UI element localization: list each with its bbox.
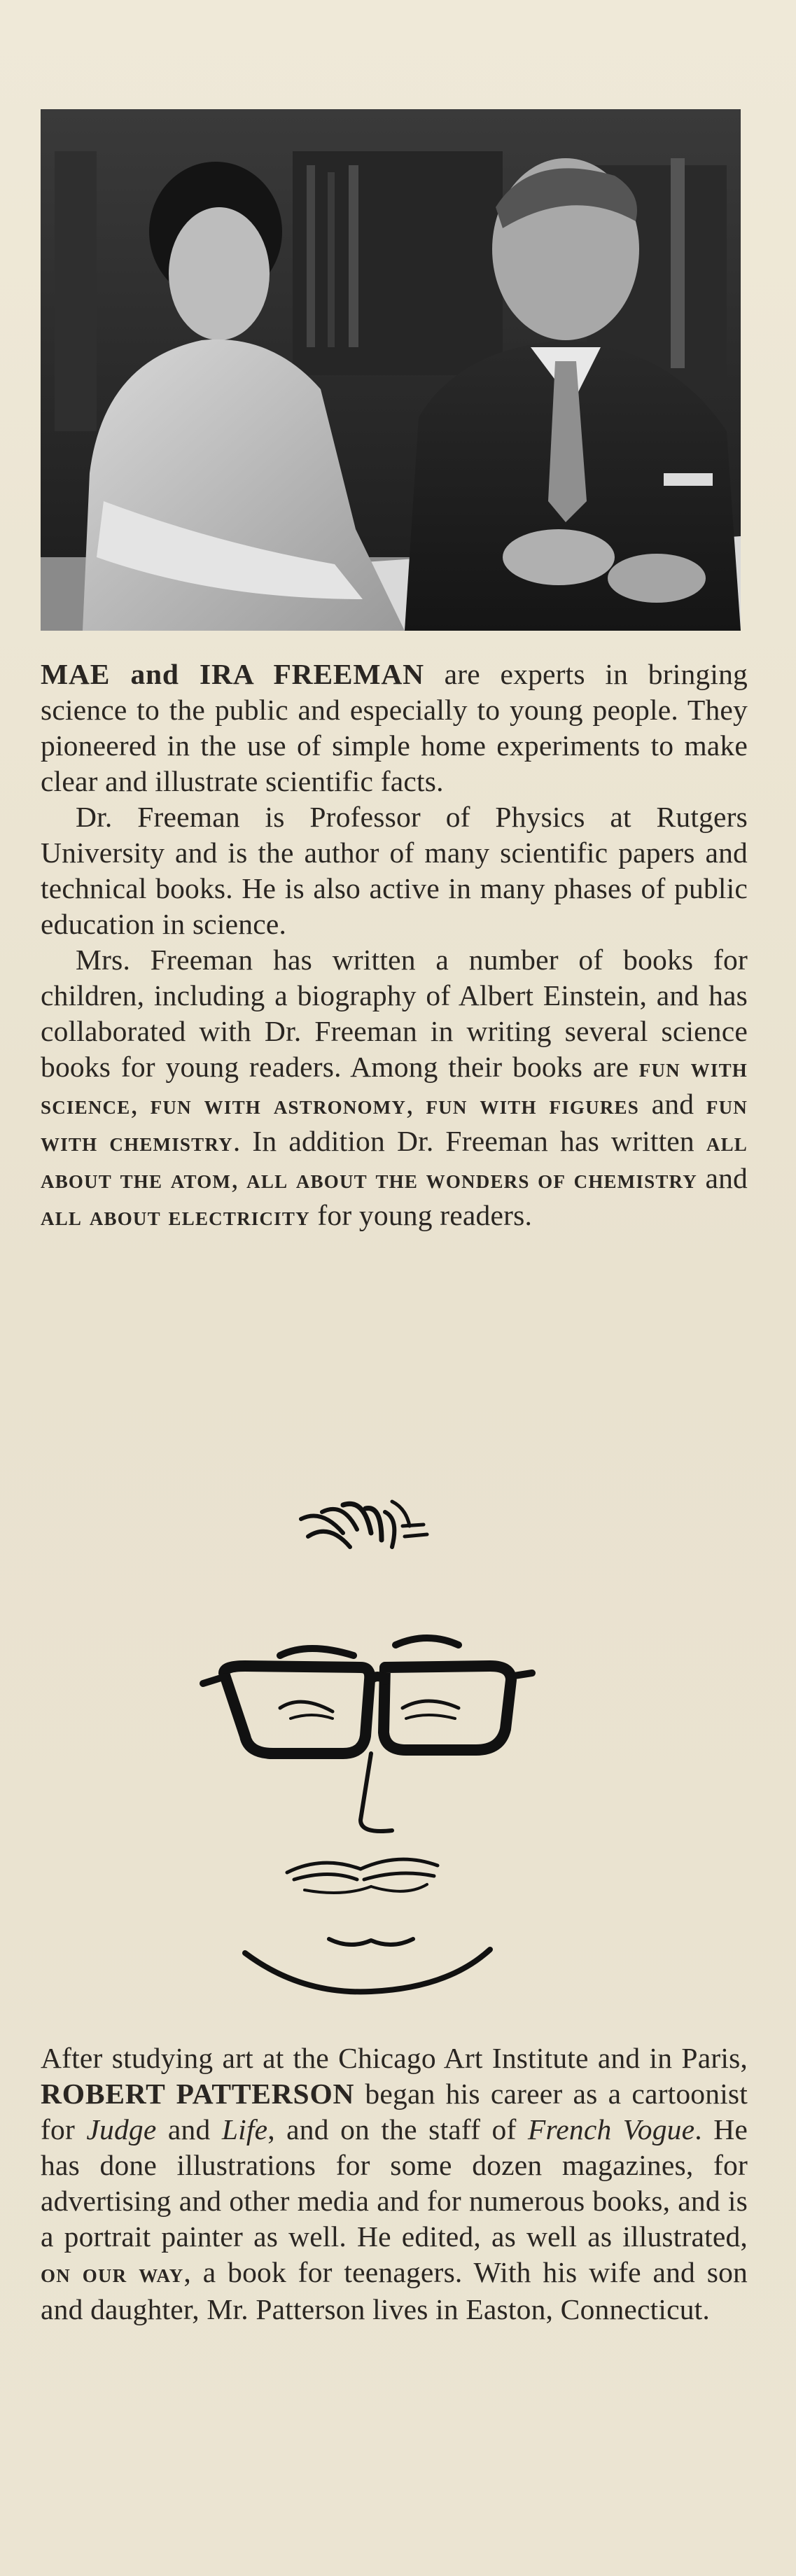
patterson-text-c: and [156, 2113, 222, 2146]
freeman-p1-text: are experts in bringing science to the public and especially to young people. They pioneered in the use of simple home experiments to make clear and illustrate scientific facts. [41, 658, 748, 797]
conjunction: and [638, 1088, 706, 1120]
patterson-caricature [182, 1442, 560, 2002]
freeman-paragraph-1 [41, 657, 748, 799]
freeman-p3-text-c: for young readers. [309, 1199, 533, 1231]
magazine-french-vogue: French Vogue [527, 2113, 695, 2146]
book-title-all-about-electricity: all about electricity [41, 1202, 310, 1231]
magazine-life: Life [221, 2113, 268, 2146]
patterson-paragraph [41, 2040, 748, 2328]
freeman-photo [41, 109, 741, 631]
book-title-on-our-way: on our way [41, 2259, 184, 2288]
book-title-fun-with-chemistry: fun with chemistry [41, 1091, 748, 1157]
book-title-all-about-the-atom: all about the atom [41, 1128, 748, 1194]
separator: , [130, 1088, 151, 1120]
freeman-p3-text-a: Mrs. Freeman has written a number of books for children, including a biography of Albert Einstein, and has collaborated with Dr. Freeman in writing several science books for young readers. Among their books are [41, 944, 748, 1083]
patterson-text-f: , a book for teenagers. With his wife and son and daughter, Mr. Patterson lives in Easton, Connecticut. [41, 2256, 748, 2325]
magazine-judge: Judge [86, 2113, 157, 2146]
patterson-name: ROBERT PATTERSON [41, 2078, 355, 2110]
freeman-bio [41, 657, 748, 1235]
conjunction: and [697, 1162, 748, 1194]
patterson-text-b: began his career as a cartoonist for [41, 2078, 748, 2146]
freeman-p3-text-b: . In addition Dr. Freeman has written [232, 1125, 706, 1157]
book-title-fun-with-figures: fun with figures [426, 1091, 639, 1120]
patterson-text-a: After studying art at the Chicago Art Institute and in Paris, [41, 2042, 748, 2074]
separator: , [231, 1162, 247, 1194]
book-title-fun-with-astronomy: fun with astronomy [150, 1091, 407, 1120]
patterson-bio [41, 2040, 748, 2328]
photo-image [41, 109, 741, 631]
caricature-drawing [182, 1442, 560, 2002]
freeman-paragraph-2: Dr. Freeman is Professor of Physics at Rutgers University and is the author of many scientific papers and technical books. He is also active in many phases of public education in science. [41, 801, 748, 940]
separator: , [406, 1088, 426, 1120]
book-title-fun-with-science: fun with science [41, 1054, 748, 1120]
patterson-text-e: . He has done illustrations for some dozen magazines, for advertising and other media and for numerous books, and is a portrait painter as well. He edited, as well as illustrated, [41, 2113, 748, 2253]
book-title-all-about-the-wonders-of-chemistry: all about the wonders of chemistry [246, 1165, 698, 1194]
freeman-names: MAE and IRA FREEMAN [41, 658, 424, 690]
patterson-text-d: , and on the staff of [267, 2113, 528, 2146]
freeman-paragraph-3 [41, 942, 748, 1235]
